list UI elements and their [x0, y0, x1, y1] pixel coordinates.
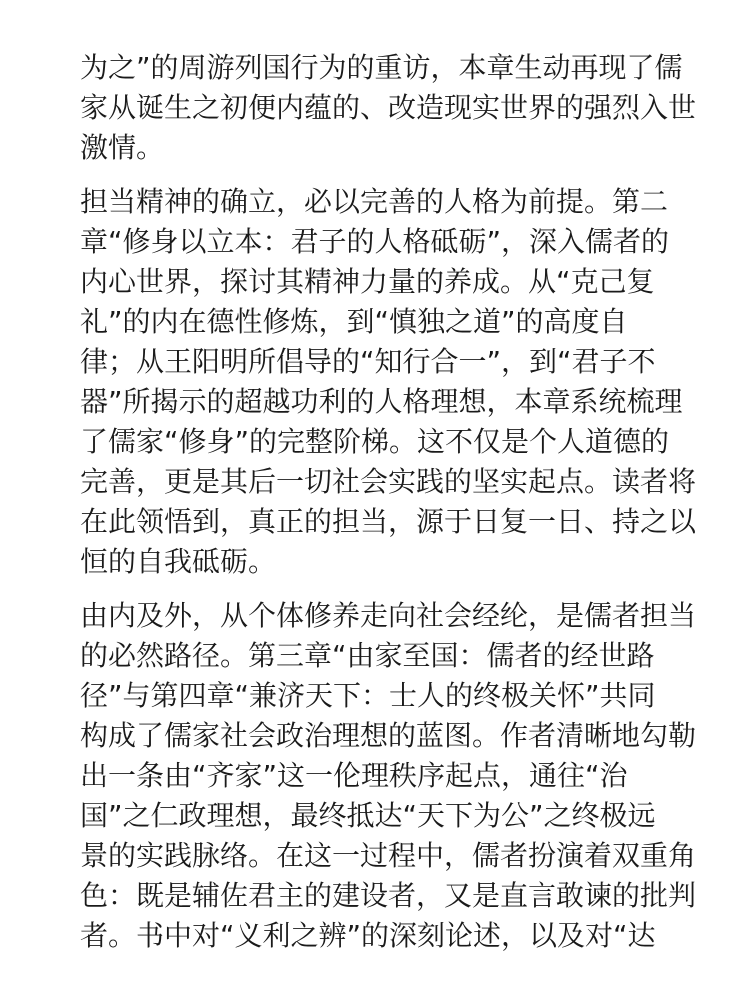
text-line: 律；从王阳明所倡导的“知行合一”，到“君子不 [80, 345, 656, 378]
text-line: 色：既是辅佐君主的建设者，又是直言敢谏的批判 [80, 879, 697, 912]
text-line: 国”之仁政理想，最终抵达“天下为公”之终极远 [80, 799, 656, 832]
text-line: 出一条由“齐家”这一伦理秩序起点，通往“治 [80, 759, 628, 792]
paragraph-1 [80, 48, 696, 168]
text-line: 担当精神的确立，必以完善的人格为前提。第二 [80, 185, 669, 218]
paragraph-3 [80, 596, 696, 956]
text-line: 构成了儒家社会政治理想的蓝图。作者清晰地勾勒 [80, 719, 697, 752]
text-line: 完善，更是其后一切社会实践的坚实起点。读者将 [80, 465, 697, 498]
text-line: 器”所揭示的超越功利的人格理想，本章系统梳理 [80, 385, 683, 418]
text-line: 恒的自我砥砺。 [80, 545, 277, 578]
text-line: 为之”的周游列国行为的重访，本章生动再现了儒 [80, 51, 683, 84]
text-line: 在此领悟到，真正的担当，源于日复一日、持之以 [80, 505, 697, 538]
paragraph-2 [80, 182, 696, 582]
text-line: 内心世界，探讨其精神力量的养成。从“克己复 [80, 265, 655, 298]
text-line: 章“修身以立本：君子的人格砥砺”，深入儒者的 [80, 225, 670, 258]
text-line: 家从诞生之初便内蕴的、改造现实世界的强烈入世 [80, 91, 697, 124]
text-line: 礼”的内在德性修炼，到“慎独之道”的高度自 [80, 305, 628, 338]
text-line: 了儒家“修身”的完整阶梯。这不仅是个人道德的 [80, 425, 670, 458]
text-line: 径”与第四章“兼济天下：士人的终极关怀”共同 [80, 679, 656, 712]
text-line: 景的实践脉络。在这一过程中，儒者扮演着双重角 [80, 839, 697, 872]
text-line: 者。书中对“义利之辨”的深刻论述，以及对“达 [80, 919, 656, 952]
text-line: 由内及外，从个体修养走向社会经纶，是儒者担当 [80, 599, 697, 632]
text-line: 的必然路径。第三章“由家至国：儒者的经世路 [80, 639, 655, 672]
text-line: 激情。 [80, 131, 165, 164]
